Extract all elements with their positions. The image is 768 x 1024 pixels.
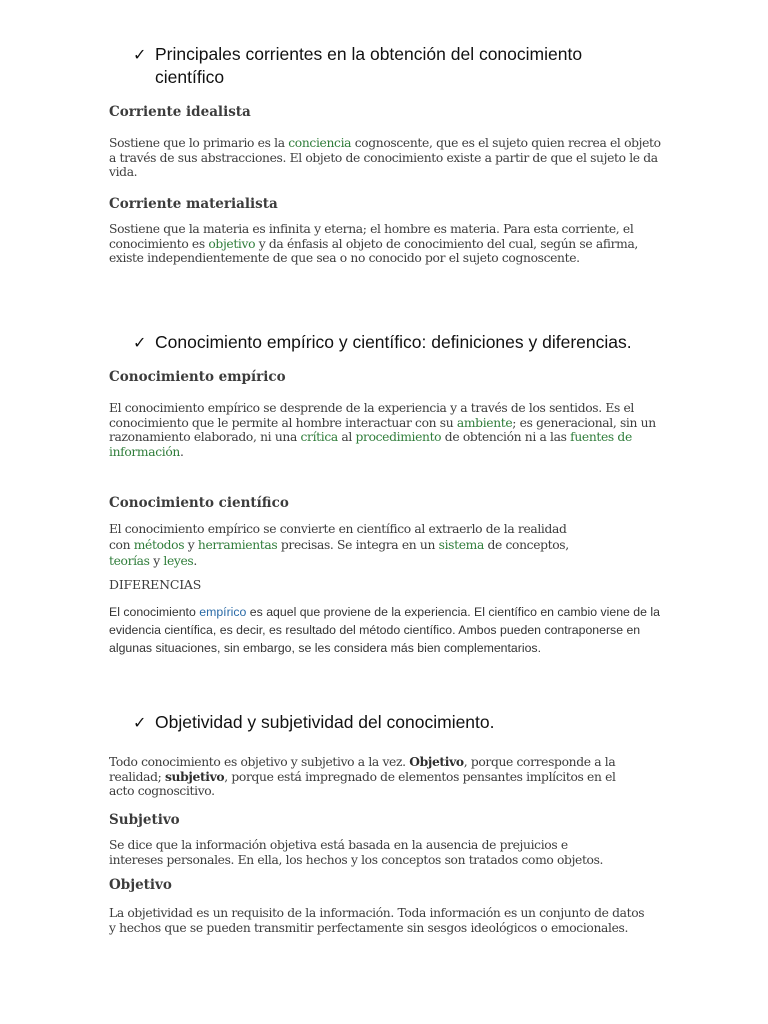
subtitle-corriente-idealista: Corriente idealista [109, 104, 251, 120]
heading-line-1: Principales corrientes en la obtención del conocimiento [155, 44, 583, 64]
link-conciencia[interactable]: conciencia [288, 136, 352, 150]
link-ambiente[interactable]: ambiente [456, 415, 513, 430]
link-herramientas[interactable]: herramientas [197, 538, 278, 552]
subtitle-conocimiento-cientifico: Conocimiento científico [109, 495, 289, 511]
link-sistema[interactable]: sistema [438, 538, 484, 552]
paragraph-objetividad-intro: Todo conocimiento es objetivo y subjetivo a la vez. Objetivo, porque corresponde a la realidad; subjetivo, porque está impregnado de elementos pensantes implícitos en el acto cognoscitivo. [109, 754, 616, 799]
subtitle-corriente-materialista: Corriente materialista [109, 196, 278, 212]
paragraph-empirico: El conocimiento empírico se desprende de la experiencia y a través de los sentidos. Es el conocimiento que le permite al hombre interactuar con su ambiente; es generacional, sin un razonamiento elaborado, ni una crítica al procedimiento de obtención ni a las fuentes de información. [109, 401, 656, 459]
link-fuentes-de-informacion[interactable]: fuentes de información [109, 430, 632, 459]
paragraph-objetivo: La objetividad es un requisito de la información. Toda información es un conjunto de datos y hechos que se pueden transmitir perfectamente sin sesgos ideológicos o emocionales. [109, 906, 645, 935]
link-critica[interactable]: crítica [300, 430, 338, 445]
subtitle-conocimiento-empirico: Conocimiento empírico [109, 369, 286, 385]
checkmark-icon: ✓ [133, 715, 147, 732]
link-leyes[interactable]: leyes [163, 554, 194, 568]
heading-line-2: científico [155, 67, 225, 87]
section-heading-objetividad: ✓ Objetividad y subjetividad del conocimiento. [133, 711, 495, 735]
subtitle-objetivo: Objetivo [109, 877, 172, 893]
paragraph-diferencias: El conocimiento empírico es aquel que proviene de la experiencia. El científico en cambio viene de la evidencia científica, es decir, es resultado del método científico. Ambos pueden contraponerse en algunas situaciones, sin embargo, se les considera más bien complementarios. [109, 605, 660, 655]
checkmark-icon: ✓ [133, 335, 147, 352]
link-metodos[interactable]: métodos [133, 538, 185, 552]
subtitle-diferencias: DIFERENCIAS [109, 577, 202, 592]
paragraph-cientifico: El conocimiento empírico se convierte en científico al extraerlo de la realidad con métodos y herramientas precisas. Se integra en un sistema de conceptos, teorías y leyes. [109, 522, 569, 568]
link-teorias[interactable]: teorías [109, 554, 150, 568]
section-heading-empirico-cientifico: ✓ Conocimiento empírico y científico: definiciones y diferencias. [133, 331, 632, 355]
paragraph-idealista: Sostiene que lo primario es la conciencia cognoscente, que es el sujeto quien recrea el objeto a través de sus abstracciones. El objeto de conocimiento existe a partir de que el sujeto le da vida. [109, 136, 661, 180]
link-empirico[interactable]: empírico [199, 605, 247, 619]
paragraph-materialista: Sostiene que la materia es infinita y eterna; el hombre es materia. Para esta corriente, el conocimiento es objetivo y da énfasis al objeto de conocimiento del cual, según se afirma, existe independientemente de que sea o no conocido por el sujeto cognoscente. [109, 222, 638, 266]
section-heading-corrientes [133, 43, 582, 89]
subtitle-subjetivo: Subjetivo [109, 812, 180, 828]
link-objetivo[interactable]: objetivo [208, 236, 256, 251]
link-procedimiento[interactable]: procedimiento [355, 430, 442, 445]
paragraph-subjetivo: Se dice que la información objetiva está basada en la ausencia de prejuicios e intereses personales. En ella, los hechos y los conceptos son tratados como objetos. [109, 838, 604, 867]
checkmark-icon: ✓ [133, 47, 147, 64]
